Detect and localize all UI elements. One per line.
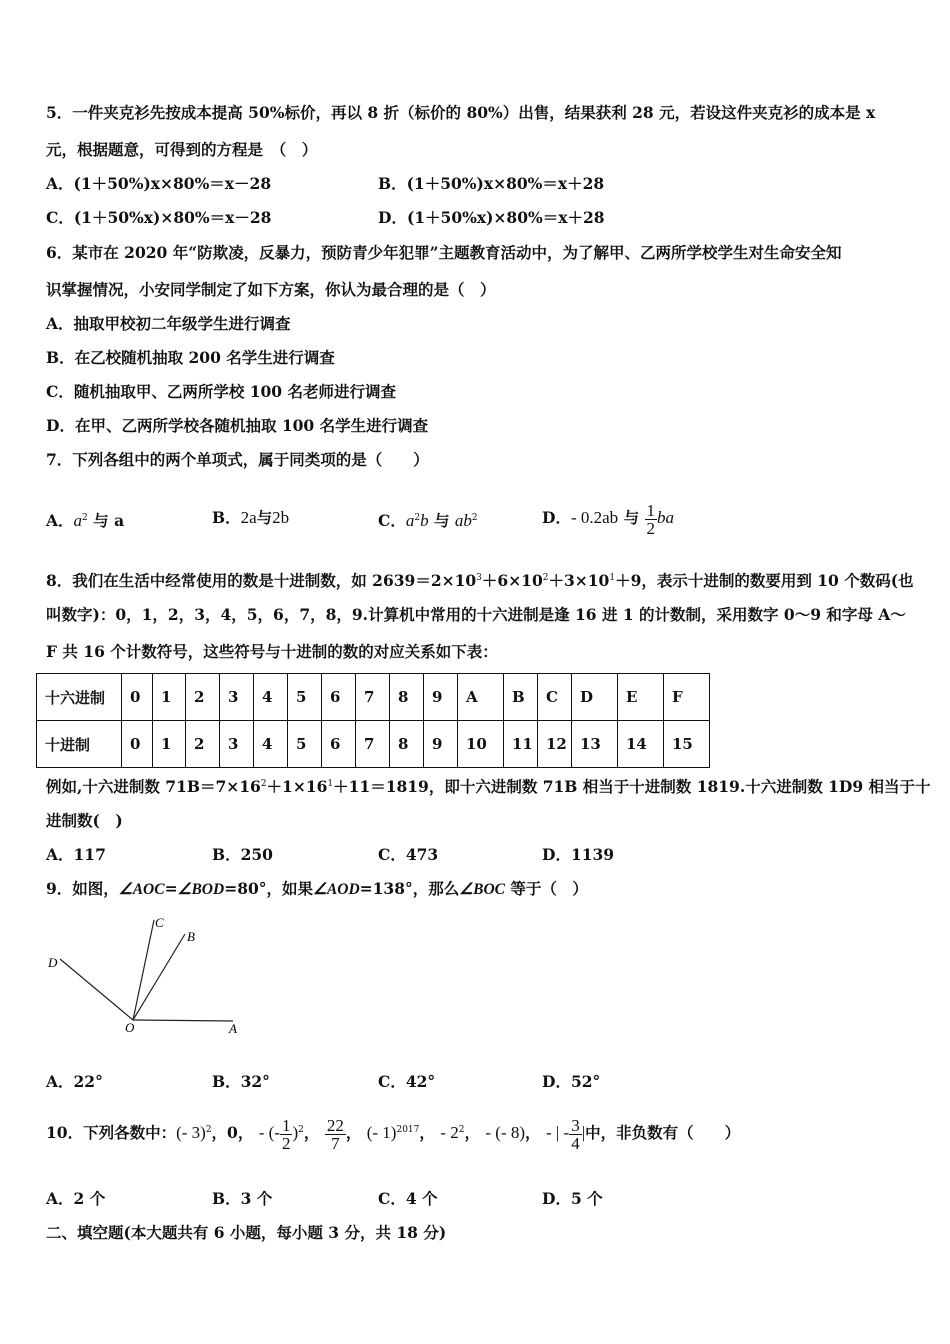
label-b: B (187, 929, 195, 944)
table-cell: 1 (153, 674, 186, 721)
q7-stem: 7．下列各组中的两个单项式，属于同类项的是（ ） (46, 450, 429, 469)
table-header-dec: 十进制 (37, 721, 122, 768)
q8-line4: 例如,十六进制数 $71B=7\times 16^2+1\times 16^1+11=1819$，即十六进制数 71B 相当于十进制数 1819.十六进制数 1D9 相当于十 (46, 777, 931, 797)
table-cell: 5 (288, 674, 322, 721)
table-cell: 15 (664, 721, 710, 768)
table-cell: 10 (458, 721, 504, 768)
table-cell: 13 (572, 721, 618, 768)
table-cell: B (504, 674, 538, 721)
table-cell: F (664, 674, 710, 721)
fraction: $\frac{1}{2}$ (281, 1115, 291, 1153)
fraction: $\frac{1}{2}$ (646, 500, 655, 538)
table-cell: 7 (356, 721, 390, 768)
q10-option-d: D．5 个 (542, 1189, 603, 1208)
ray-ob (133, 934, 185, 1020)
q5-option-c: C．(1＋50%x)×80%＝x－28 (46, 208, 272, 227)
table-cell: 14 (618, 721, 664, 768)
table-cell: 4 (254, 721, 288, 768)
q8-line2: 叫数字)：0，1，2，3，4，5，6，7，8，9.计算机中常用的十六进制是逢 16 进 1 的计数制，采用数字 0～9 和字母 A～ (46, 605, 906, 624)
table-row-hex (37, 674, 710, 721)
q5-option-b: B．(1＋50%)x×80%＝x＋28 (378, 174, 605, 193)
table-cell: 5 (288, 721, 322, 768)
q10-option-b: B．3 个 (212, 1189, 273, 1208)
table-cell: 0 (122, 721, 153, 768)
table-row-dec (37, 721, 710, 768)
fraction: $\frac{3}{4}$ (571, 1115, 580, 1153)
table-cell: 3 (220, 721, 254, 768)
table-cell: 0 (122, 674, 153, 721)
table-cell: 8 (390, 721, 424, 768)
q7-option-d: D．- 0.2ab 与 $\frac{1}{2}$ ba (542, 500, 674, 538)
q6-option-a: A．抽取甲校初二年级学生进行调查 (46, 314, 291, 333)
q8-line5: 进制数( ) (46, 811, 123, 830)
table-cell: 1 (153, 721, 186, 768)
q10-stem: 10．下列各数中：(- 3)$^2$，0， - (- $\frac{1}{2}$ )$^2$， $\frac{22}{7}$ ， (- 1)$^{2017}$， - $2^2$， - (- 8)， - | - $\frac{3}{4}$ |中，非负数有（ ） (46, 1115, 741, 1153)
table-cell: 6 (322, 674, 356, 721)
q8-option-a: A．117 (46, 845, 106, 864)
table-cell: 9 (424, 721, 458, 768)
q10-option-a: A．2 个 (46, 1189, 106, 1208)
q10-option-c: C．4 个 (378, 1189, 438, 1208)
label-d: D (48, 955, 58, 970)
q8-line1: 8．我们在生活中经常使用的数是十进制数，如 $2639=2\times 10^3+6\times 10^2+3\times 10^1+9$，表示十进制的数要用到 10 个数码(也 (46, 571, 914, 591)
q9-option-c: C．42° (378, 1072, 436, 1091)
q8-option-d: D．1139 (542, 845, 615, 864)
section-heading: 二、填空题(本大题共有 6 小题，每小题 3 分，共 18 分) (46, 1223, 447, 1242)
ray-od (60, 959, 133, 1020)
q7-option-c: C．$a^2b$ 与 $ab^2$ (378, 511, 478, 531)
label-o: O (125, 1020, 135, 1035)
table-cell: 7 (356, 674, 390, 721)
q9-stem: 9．如图，∠AOC=∠BOD=80°，如果∠AOD=138°，那么∠BOC 等于（ ） (46, 879, 588, 898)
q5-option-a: A．(1＋50%)x×80%＝x－28 (46, 174, 272, 193)
table-cell: 2 (186, 721, 220, 768)
q6-line1: 6．某市在 2020 年“防欺凌，反暴力，预防青少年犯罪”主题教育活动中，为了解甲、乙两所学校学生对生命安全知 (46, 243, 842, 262)
table-cell: C (538, 674, 572, 721)
q9-option-d: D．52° (542, 1072, 601, 1091)
q9-option-b: B．32° (212, 1072, 270, 1091)
fraction: $\frac{22}{7}$ (326, 1115, 344, 1153)
table-cell: 3 (220, 674, 254, 721)
ray-oa (133, 1020, 233, 1021)
table-cell: 9 (424, 674, 458, 721)
q6-option-d: D．在甲、乙两所学校各随机抽取 100 名学生进行调查 (46, 416, 429, 435)
table-cell: E (618, 674, 664, 721)
q9-option-a: A．22° (46, 1072, 103, 1091)
table-cell: 2 (186, 674, 220, 721)
q6-line2: 识掌握情况，小安同学制定了如下方案，你认为最合理的是（ ） (46, 280, 496, 299)
q6-option-c: C．随机抽取甲、乙两所学校 100 名老师进行调查 (46, 382, 396, 401)
table-cell: 4 (254, 674, 288, 721)
q8-option-c: C．473 (378, 845, 439, 864)
table-cell: A (458, 674, 504, 721)
q6-option-b: B．在乙校随机抽取 200 名学生进行调查 (46, 348, 335, 367)
q5-line2: 元，根据题意，可得到的方程是 （ ） (46, 140, 318, 159)
q5-line1: 5．一件夹克衫先按成本提高 50%标价，再以 8 折（标价的 80%）出售，结果获利 28 元，若设这件夹克衫的成本是 x (46, 103, 876, 122)
table-cell: 8 (390, 674, 424, 721)
q7-option-b: B．2a与2b (212, 508, 290, 527)
table-cell: 6 (322, 721, 356, 768)
table-cell: D (572, 674, 618, 721)
hex-decimal-table (36, 673, 710, 768)
q8-option-b: B．250 (212, 845, 273, 864)
table-cell: 11 (504, 721, 538, 768)
ray-oc (133, 920, 154, 1020)
label-a: A (229, 1021, 237, 1036)
table-header-hex: 十六进制 (37, 674, 122, 721)
q8-line3: F 共 16 个计数符号，这些符号与十进制的数的对应关系如下表： (46, 642, 498, 661)
q5-option-d: D．(1＋50%x)×80%＝x＋28 (378, 208, 605, 227)
q7-option-a: A．$a^2$ 与 a (46, 511, 125, 531)
angle-diagram (40, 910, 250, 1040)
table-cell: 12 (538, 721, 572, 768)
label-c: C (155, 915, 164, 930)
